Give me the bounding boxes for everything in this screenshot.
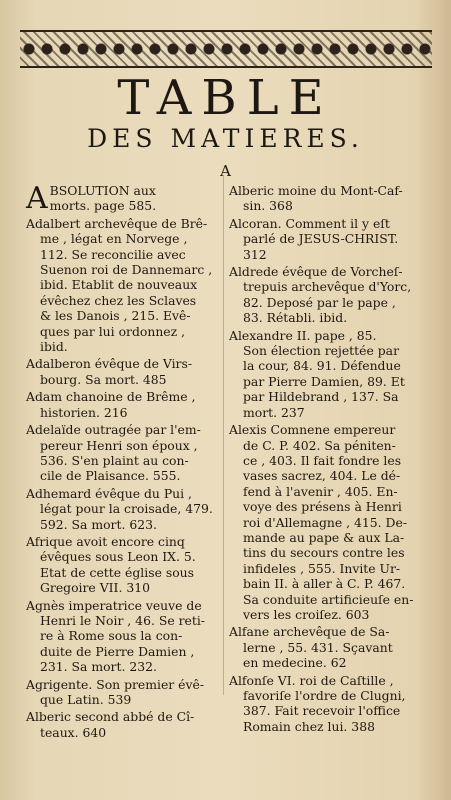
index-column-left [26, 183, 226, 742]
index-entry-line: me , légat en Norvege , [40, 231, 188, 247]
index-entry-line: duite de Pierre Damien , [40, 643, 195, 659]
drop-cap: A [26, 181, 48, 216]
index-entry [26, 677, 226, 708]
index-entry-line: 83. Rétabli. ibid. [243, 310, 348, 326]
page-subtitle: DES MATIERES. [87, 124, 364, 153]
index-entry [229, 216, 429, 262]
index-entry [26, 389, 226, 420]
index-entry-line: légat pour la croisade, 479. [40, 501, 213, 517]
index-entry-line: 592. Sa mort. 623. [40, 516, 157, 532]
index-entry-line: 312 [243, 246, 267, 262]
index-entry-line: 536. S'en plaint au con- [40, 452, 189, 468]
index-entry-line: Romain chez lui. 388 [243, 718, 375, 734]
index-entry-line: historien. 216 [40, 404, 128, 420]
index-entry-line: Alcoran. Comment il y eſt [229, 215, 390, 231]
index-entry [26, 534, 226, 596]
index-entry [229, 422, 429, 622]
section-letter: A [220, 162, 231, 180]
index-entry-line: Adelaïde outragée par l'em- [26, 422, 201, 438]
index-entry-line: BSOLUTION aux [49, 183, 156, 198]
index-entry-line: Adalberon évêque de Virs- [26, 356, 193, 372]
index-entry-line: la cour, 84. 91. Défendue [243, 358, 401, 374]
index-entry [26, 356, 226, 387]
index-entry-line: parlé de JESUS-CHRIST. [243, 231, 399, 247]
index-entry [229, 264, 429, 326]
index-entry-line: Agrigente. Son premier évê- [26, 676, 205, 692]
index-entry-line: par Pierre Damien, 89. Et [243, 373, 405, 389]
index-entry [229, 624, 429, 670]
index-entry-line: mande au pape & aux La- [243, 529, 405, 545]
index-entry-line: Etat de cette église sous [40, 564, 195, 580]
index-entry-line: évêchez chez les Sclaves [40, 292, 197, 308]
index-entry-line: bourg. Sa mort. 485 [40, 371, 167, 387]
index-entry-line: ce , 403. Il fait fondre les [243, 452, 402, 468]
index-entry-line: favoriſe l'ordre de Clugni, [243, 688, 406, 703]
index-entry-line: de C. P. 402. Sa péniten- [243, 437, 396, 453]
index-entry-line: teaux. 640 [40, 724, 107, 740]
index-entry-line: Henri le Noir , 46. Se reti- [40, 612, 205, 628]
index-entry-line: ques par lui ordonnez , [40, 323, 186, 339]
index-entry-line: Son élection rejettée par [243, 343, 399, 359]
index-entry-line: Suenon roi de Dannemarc , [40, 262, 213, 278]
index-entry-line: Afrique avoit encore cinq [26, 533, 185, 549]
index-entry-line: voye des présens à Henri [243, 499, 402, 515]
index-entry-line: Adhemard évêque du Pui , [26, 485, 192, 501]
index-entry-line: Alfane archevêque de Sa- [229, 624, 390, 640]
index-entry-line: Sa conduite artificieuſe en- [243, 591, 414, 607]
index-entry-line: sin. 368 [243, 198, 293, 214]
index-entry-line: 112. Se reconcilie avec [40, 246, 186, 262]
index-entry-line: lerne , 55. 431. Sçavant [243, 639, 393, 655]
index-entry-line: cile de Plaisance. 555. [40, 468, 181, 484]
index-entry-line: évêques sous Leon IX. 5. [40, 549, 196, 565]
index-entry [26, 486, 226, 532]
index-entry-line: mort. 237 [243, 404, 305, 420]
index-entry-line: Aldrede évêque de Vorcheſ- [229, 264, 403, 280]
index-entry-line: Adalbert archevêque de Brê- [26, 215, 208, 231]
decorative-header-band [20, 30, 432, 68]
index-entry-line: fend à l'avenir , 405. En- [243, 483, 398, 499]
index-entry-line: Gregoire VII. 310 [40, 580, 150, 596]
index-entry-line: 387. Fait recevoir l'office [243, 703, 401, 719]
index-entry [229, 183, 429, 214]
index-entry-line: que Latin. 539 [40, 692, 132, 707]
index-column-right [229, 183, 429, 736]
index-entry-line: vers les croiſez. 603 [243, 606, 370, 622]
index-entry-line: ibid. Etablit de nouveaux [40, 277, 198, 293]
index-entry-line: trepuis archevêque d'Yorc, [243, 279, 412, 295]
index-entry-line: ibid. [40, 339, 68, 355]
page-title: TABLE [117, 70, 334, 126]
index-entry [26, 183, 226, 214]
index-entry-line: bain II. à aller à C. P. 467. [243, 576, 406, 592]
index-entry [26, 422, 226, 484]
index-entry-line: en medecine. 62 [243, 655, 347, 671]
index-entry-line: pereur Henri son époux , [40, 437, 198, 453]
index-entry-line: roi d'Allemagne , 415. De- [243, 514, 408, 530]
index-entry-line: & les Danois , 215. Evê- [40, 308, 191, 324]
index-entry-line: 82. Deposé par le pape , [243, 294, 396, 310]
index-entry-line: tins du secours contre les [243, 545, 405, 561]
index-entry [26, 216, 226, 355]
index-entry-line: Agnès imperatrice veuve de [26, 597, 202, 613]
index-entry-line: par Hildebrand , 137. Sa [243, 389, 399, 405]
index-entry-line: re à Rome sous la con- [40, 628, 183, 644]
index-entry [229, 328, 429, 420]
index-entry [229, 673, 429, 735]
index-entry-line: Alberic second abbé de Cî- [26, 709, 195, 725]
index-entry [26, 598, 226, 675]
index-entry-line: vases sacrez, 404. Le dé- [243, 468, 401, 484]
index-entry-line: Adam chanoine de Brême , [26, 389, 196, 405]
index-entry-line: Alberic moine du Mont-Caf- [229, 183, 403, 198]
index-entry-line: Alfonſe VI. roi de Caſtille , [229, 672, 394, 688]
index-entry-line: morts. page 585. [49, 198, 157, 214]
index-entry-line: Alexandre II. pape , 85. [229, 327, 377, 343]
index-entry [26, 709, 226, 740]
index-entry-line: 231. Sa mort. 232. [40, 659, 157, 675]
index-entry-line: Alexis Comnene empereur [229, 422, 396, 438]
index-entry-line: infideles , 555. Invite Ur- [243, 560, 401, 576]
